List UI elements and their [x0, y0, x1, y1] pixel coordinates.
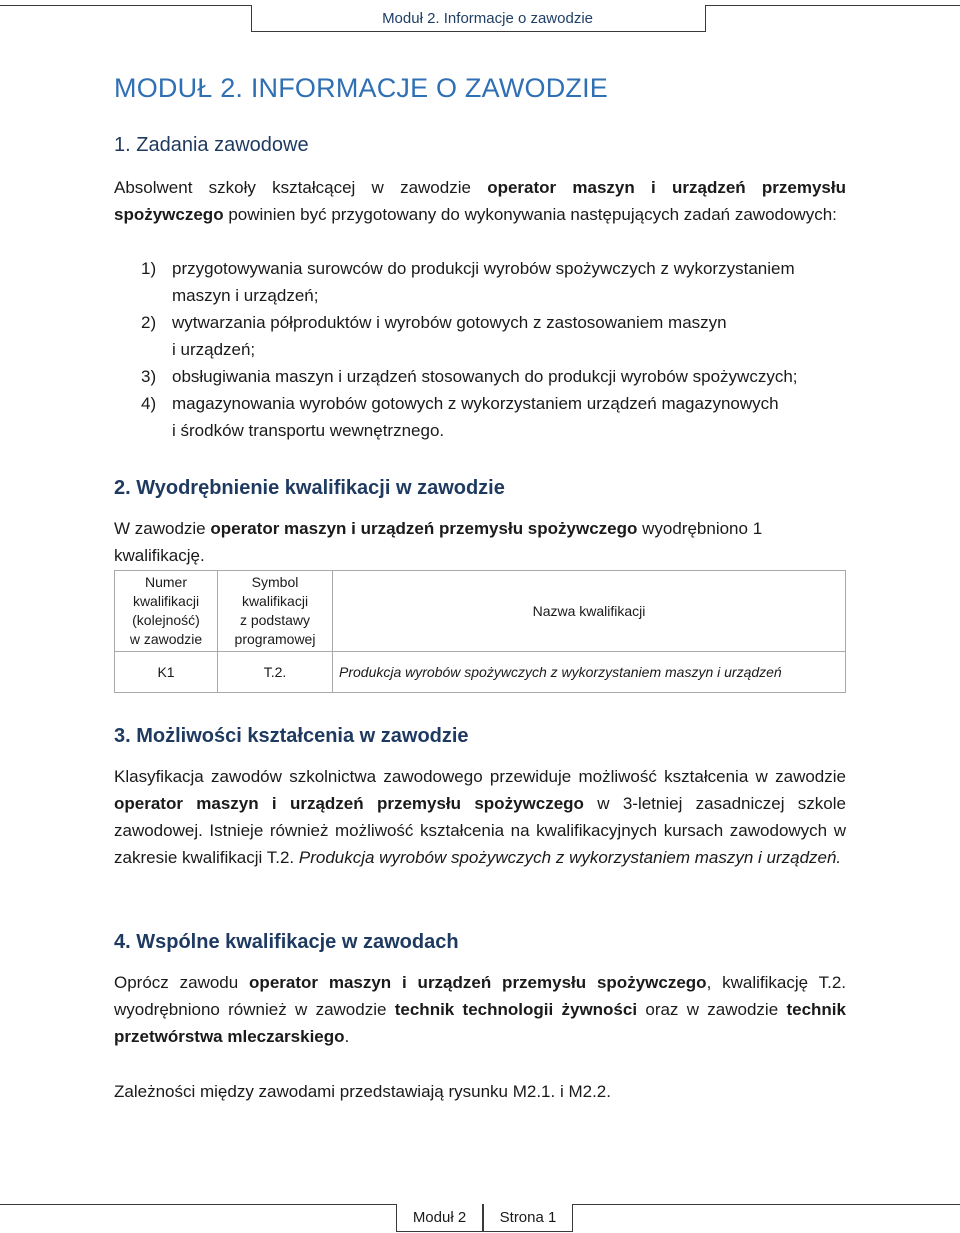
table-header-row: [115, 571, 846, 652]
footer-page-number: [483, 1204, 573, 1232]
task-item-4: 4) magazynowania wyrobów gotowych z wykorzystaniem urządzeń magazynowych i środków transportu wewnętrznego.: [141, 394, 779, 440]
table-row: [115, 652, 846, 693]
header-rule-right: [706, 5, 960, 6]
page-header: [251, 5, 706, 32]
section-3-heading: 3. Możliwości kształcenia w zawodzie: [114, 725, 469, 747]
section-2-paragraph: W zawodzie operator maszyn i urządzeń przemysłu spożywczego wyodrębniono 1 kwalifikację.: [114, 519, 763, 565]
qualifications-table: [114, 570, 846, 693]
section-4-heading: 4. Wspólne kwalifikacje w zawodach: [114, 931, 459, 953]
footer-module: [396, 1204, 483, 1232]
header-text: Moduł 2. Informacje o zawodzie: [382, 9, 593, 27]
task-item-3: 3) obsługiwania maszyn i urządzeń stosowanych do produkcji wyrobów spożywczych;: [141, 367, 798, 386]
page-title: MODUŁ 2. INFORMACJE O ZAWODZIE: [114, 73, 609, 103]
section-2-heading: 2. Wyodrębnienie kwalifikacji w zawodzie: [114, 477, 505, 499]
section-4-note: Zależności między zawodami przedstawiają rysunku M2.1. i M2.2.: [114, 1082, 611, 1101]
section-3-paragraph: Klasyfikacja zawodów szkolnictwa zawodowego przewiduje możliwość kształcenia w zawodzie operator maszyn i urządzeń przemysłu spożywczego w 3-letniej zasadniczej szkole zawodowej. Istnieje również możliwość kształcenia na kwalifikacyjnych kursach zawodowych w zakresie kwalifikacji T.2. Produkcja wyrobów spożywczych z wykorzystaniem maszyn i urządzeń.: [114, 767, 846, 867]
header-rule-left: [0, 5, 251, 6]
header-number: Numer kwalifikacji (kolejność) w zawodzie: [115, 571, 218, 652]
header-symbol: Symbol kwalifikacji z podstawy programowej: [218, 571, 333, 652]
cell-name: Produkcja wyrobów spożywczych z wykorzystaniem maszyn i urządzeń: [333, 652, 846, 693]
section-1-heading: 1. Zadania zawodowe: [114, 134, 309, 156]
cell-number: K1: [115, 652, 218, 693]
header-name: Nazwa kwalifikacji: [333, 571, 846, 652]
task-item-2: 2) wytwarzania półproduktów i wyrobów gotowych z zastosowaniem maszyn i urządzeń;: [141, 313, 727, 359]
section-1-intro: Absolwent szkoły kształcącej w zawodzie operator maszyn i urządzeń przemysłu spożywczego powinien być przygotowany do wykonywania następujących zadań zawodowych:: [114, 178, 846, 224]
footer-module-text: Moduł 2: [412, 1209, 467, 1226]
footer-rule-left: [0, 1204, 396, 1205]
cell-symbol: T.2.: [218, 652, 333, 693]
footer-rule-right: [573, 1204, 960, 1205]
task-item-1: 1) przygotowywania surowców do produkcji wyrobów spożywczych z wykorzystaniem maszyn i urządzeń;: [141, 259, 795, 305]
footer-page-text: Strona 1: [499, 1209, 557, 1226]
section-4-paragraph: Oprócz zawodu operator maszyn i urządzeń przemysłu spożywczego, kwalifikację T.2. wyodrębniono również w zawodzie technik technologii żywności oraz w zawodzie technik przetwórstwa mleczarskiego.: [114, 973, 846, 1046]
